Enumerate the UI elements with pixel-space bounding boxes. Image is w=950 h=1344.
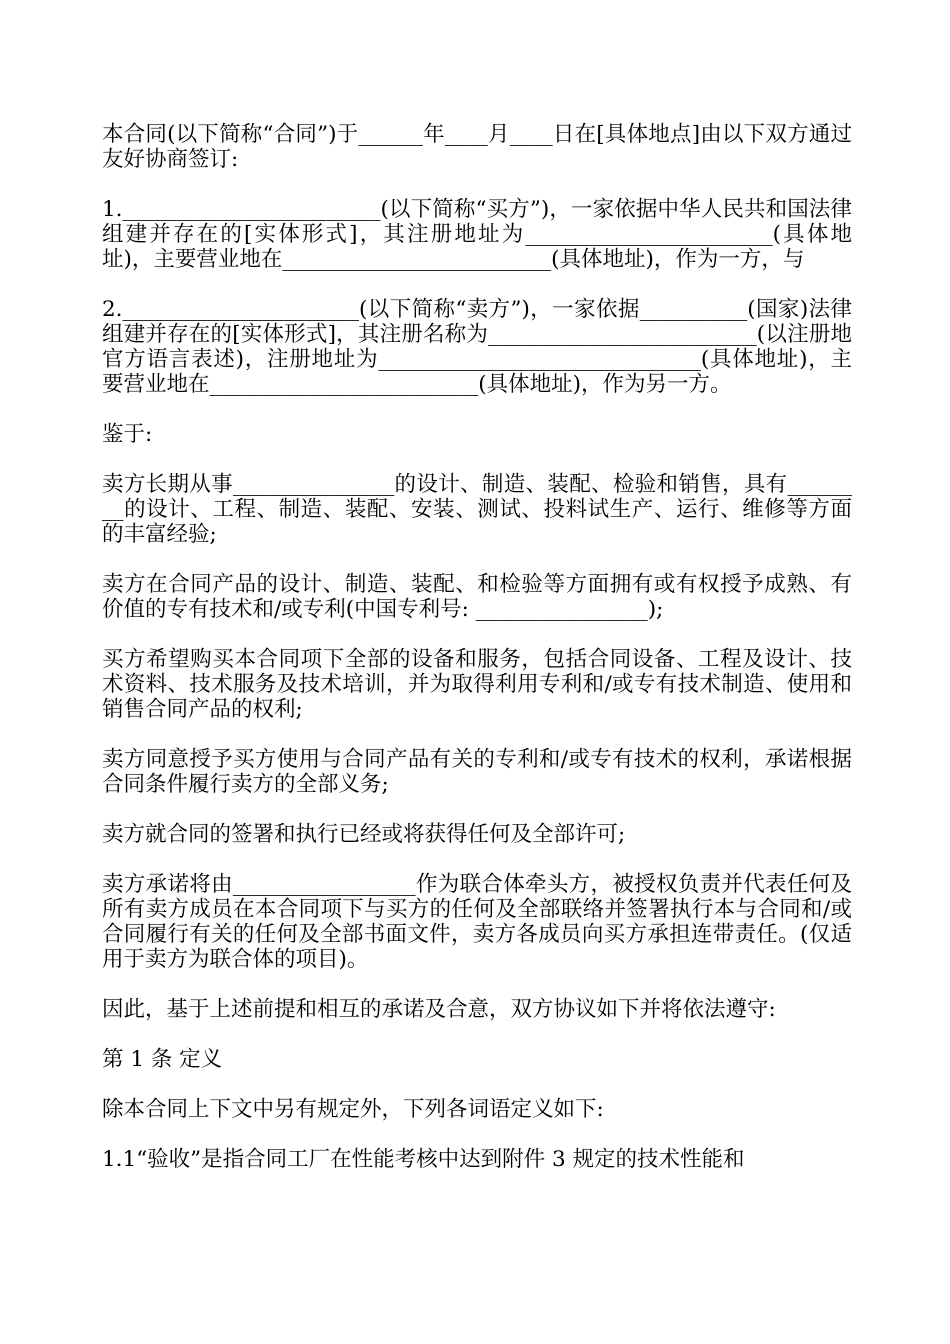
definitions-intro-paragraph: 除本合同上下文中另有规定外，下列各词语定义如下: xyxy=(102,1097,604,1122)
buyer-party-paragraph: 1.________________________(以下简称“买方”)，一家依据中华人民共和国法律组建并存在的[实体形式]，其注册地址为_______________________(具体地址)，主要营业地在_________________________(具体地址)，作为一方，与 xyxy=(102,197,852,272)
seller-party-paragraph: 2.______________________(以下简称“卖方”)，一家依据__________(国家)法律组建并存在的[实体形式]，其注册名称为_________________________(以注册地官方语言表述)，注册地址为______________________________(具体地址)，主要营业地在_________________________(具体地址)，作为另一方。 xyxy=(102,297,852,397)
whereas-paragraph-4: 卖方同意授予买方使用与合同产品有关的专利和/或专有技术的权利，承诺根据合同条件履行卖方的全部义务; xyxy=(102,747,852,797)
whereas-paragraph-5: 卖方就合同的签署和执行已经或将获得任何及全部许可; xyxy=(102,822,626,847)
whereas-paragraph-2: 卖方在合同产品的设计、制造、装配、和检验等方面拥有或有权授予成熟、有价值的专有技术和/或专利(中国专利号: ________________); xyxy=(102,572,852,622)
contract-intro-paragraph: 本合同(以下简称“合同”)于______年____月____日在[具体地点]由以下双方通过友好协商签订: xyxy=(102,122,852,172)
whereas-paragraph-6: 卖方承诺将由_________________作为联合体牵头方，被授权负责并代表任何及所有卖方成员在本合同项下与买方的任何及全部联络并签署执行本与合同和/或合同履行有关的任何及全部书面文件，卖方各成员向买方承担连带责任。(仅适用于卖方为联合体的项目)。 xyxy=(102,872,852,972)
document-body xyxy=(102,122,852,1197)
whereas-paragraph-3: 买方希望购买本合同项下全部的设备和服务，包括合同设备、工程及设计、技术资料、技术服务及技术培训，并为取得利用专利和/或专有技术制造、使用和销售合同产品的权利; xyxy=(102,647,852,722)
article-1-heading: 第 1 条 定义 xyxy=(102,1047,223,1072)
whereas-paragraph-1: 卖方长期从事_______________的设计、制造、装配、检验和销售，具有________的设计、工程、制造、装配、安装、测试、投料试生产、运行、维修等方面的丰富经验; xyxy=(102,472,852,547)
whereas-heading: 鉴于: xyxy=(102,422,153,447)
agreement-paragraph: 因此，基于上述前提和相互的承诺及合意，双方协议如下并将依法遵守: xyxy=(102,997,776,1022)
definition-1-1-paragraph: 1.1“验收”是指合同工厂在性能考核中达到附件 3 规定的技术性能和 xyxy=(102,1147,745,1172)
